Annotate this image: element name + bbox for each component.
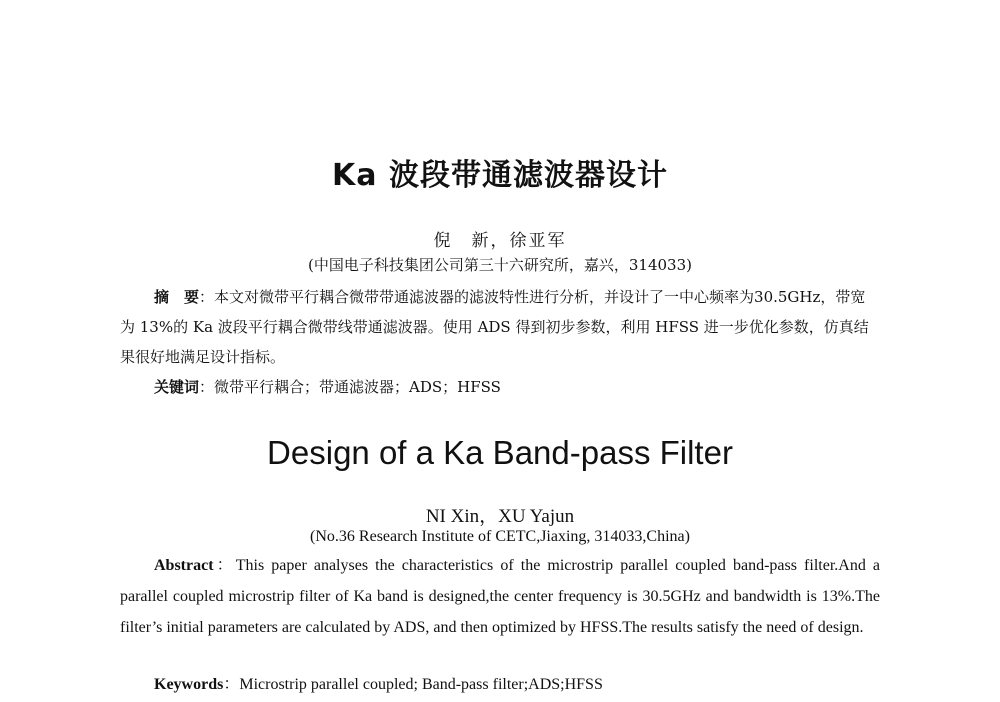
chinese-keywords-text: 微带平行耦合；带通滤波器；ADS；HFSS	[214, 378, 501, 396]
english-abstract-text: This paper analyses the characteristics of the microstrip parallel coupled band-pass filter.And a parallel coupled microstrip filter of Ka band is designed,the center frequency is 30.5GHz and bandwidth is 13%.The filter’s initial parameters are calculated by ADS, and then optimized by HFSS.The results satisfy the need of design.	[120, 557, 880, 636]
english-title: Design of a Ka Band-pass Filter	[267, 434, 733, 471]
english-abstract	[120, 550, 880, 643]
english-keywords	[120, 673, 880, 697]
english-keywords-separator: ：	[223, 676, 240, 693]
english-abstract-label: Abstract	[154, 557, 214, 574]
english-abstract-separator: ：	[213, 557, 236, 574]
chinese-abstract-label: 摘 要	[154, 288, 200, 306]
chinese-title: Ka 波段带通滤波器设计	[332, 158, 668, 193]
chinese-abstract-text: 本文对微带平行耦合微带带通滤波器的滤波特性进行分析，并设计了一中心频率为30.5GHz，带宽为 13%的 Ka 波段平行耦合微带线带通滤波器。使用 ADS 得到初步参数，利用 HFSS 进一步优化参数，仿真结果很好地满足设计指标。	[120, 288, 869, 366]
english-authors: NI Xin，XU Yajun	[425, 506, 575, 527]
chinese-keywords-separator: ：	[199, 378, 215, 396]
chinese-abstract-separator: ：	[199, 288, 215, 306]
english-keywords-text: Microstrip parallel coupled; Band-pass filter;ADS;HFSS	[239, 676, 603, 693]
english-keywords-label: Keywords	[154, 676, 224, 693]
chinese-affiliation: (中国电子科技集团公司第三十六研究所，嘉兴，314033)	[308, 256, 692, 274]
english-affiliation: (No.36 Research Institute of CETC,Jiaxing, 314033,China)	[310, 528, 690, 545]
chinese-keywords-label: 关键词	[154, 378, 200, 396]
chinese-keywords	[120, 372, 880, 402]
chinese-authors: 倪 新，徐亚军	[433, 231, 567, 251]
chinese-abstract	[120, 282, 880, 372]
